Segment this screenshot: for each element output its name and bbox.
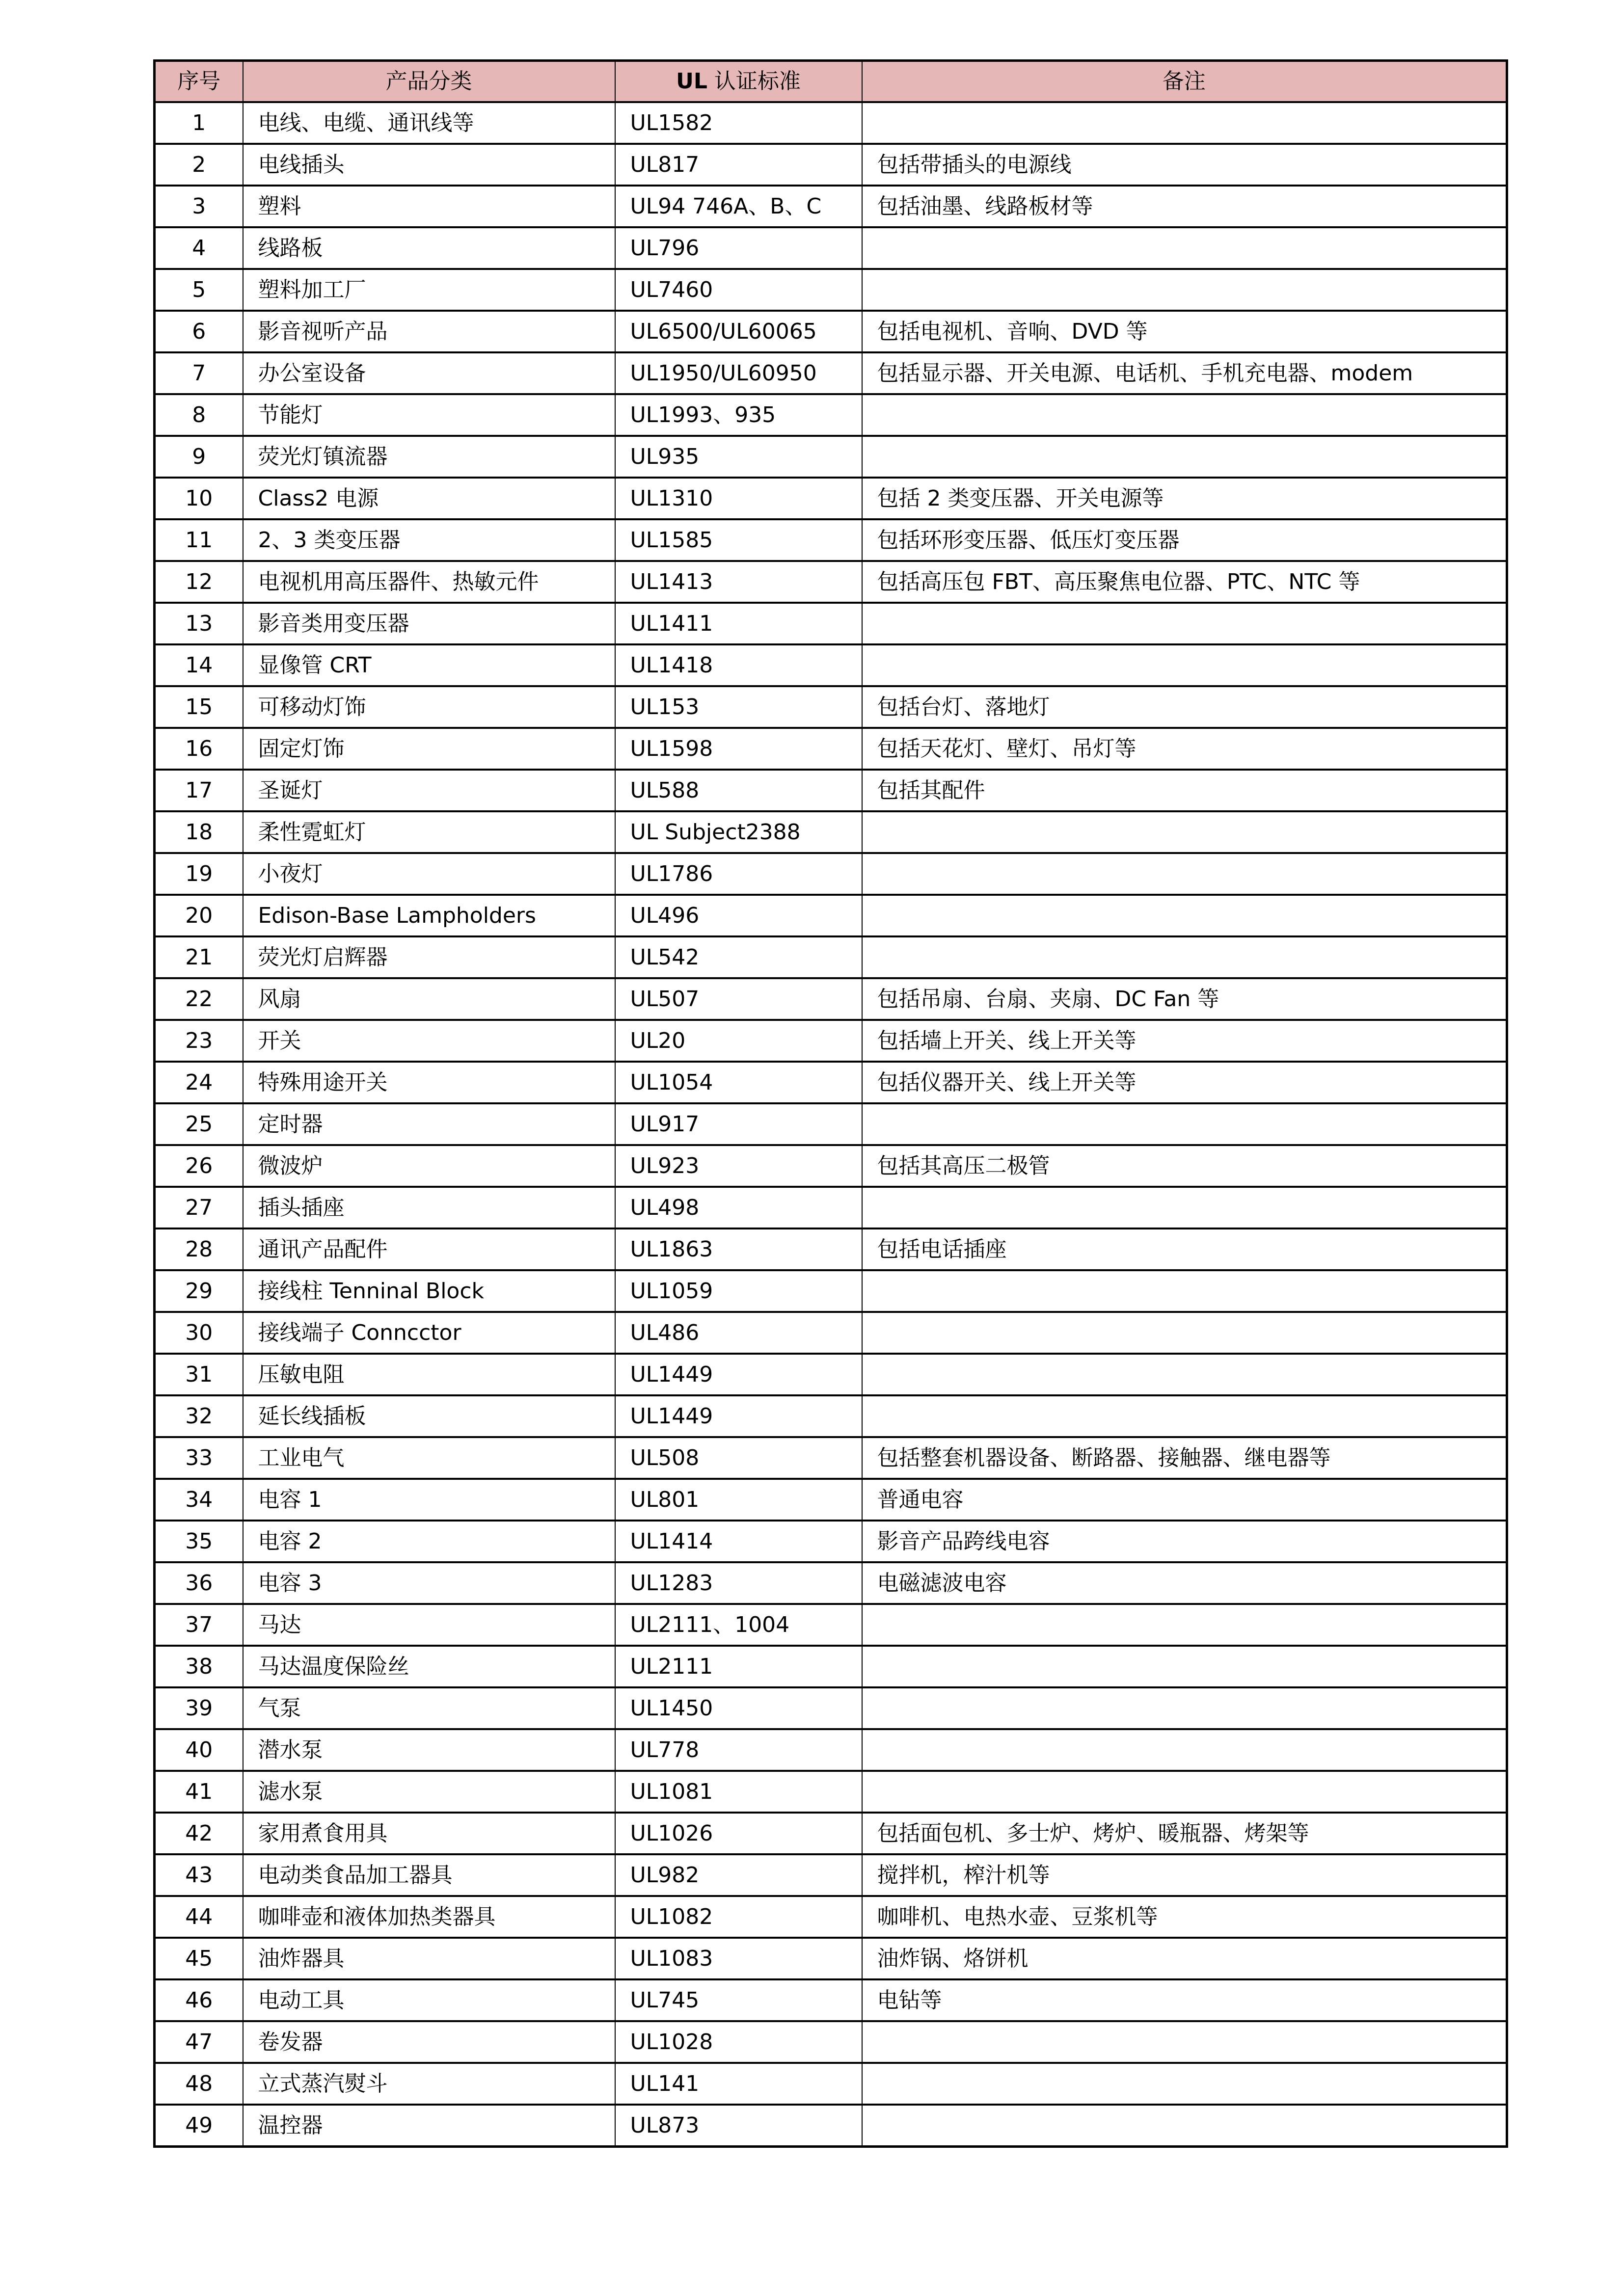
row-standard: UL982 [615, 1854, 862, 1896]
row-number: 20 [155, 895, 243, 936]
table-row [155, 2105, 1507, 2147]
header-no: 序号 [155, 61, 243, 103]
row-remarks: 包括带插头的电源线 [862, 144, 1507, 186]
row-category: 工业电气 [243, 1437, 615, 1479]
row-number: 14 [155, 644, 243, 686]
row-number: 47 [155, 2021, 243, 2063]
row-remarks: 包括整套机器设备、断路器、接触器、继电器等 [862, 1437, 1507, 1479]
table-row [155, 1729, 1507, 1771]
row-remarks [862, 644, 1507, 686]
table-row [155, 1228, 1507, 1270]
row-standard: UL1993、935 [615, 394, 862, 436]
row-number: 48 [155, 2063, 243, 2105]
table-row [155, 144, 1507, 186]
row-standard: UL141 [615, 2063, 862, 2105]
row-number: 4 [155, 227, 243, 269]
row-category: 电动类食品加工器具 [243, 1854, 615, 1896]
table-row [155, 770, 1507, 811]
row-remarks [862, 1103, 1507, 1145]
row-number: 37 [155, 1604, 243, 1646]
table-row [155, 227, 1507, 269]
row-standard: UL94 746A、B、C [615, 186, 862, 227]
row-remarks: 包括电视机、音响、DVD 等 [862, 311, 1507, 352]
row-standard: UL1598 [615, 728, 862, 770]
row-number: 26 [155, 1145, 243, 1187]
row-standard: UL1863 [615, 1228, 862, 1270]
row-category: 圣诞灯 [243, 770, 615, 811]
row-number: 16 [155, 728, 243, 770]
table-row [155, 269, 1507, 311]
row-category: 显像管 CRT [243, 644, 615, 686]
row-standard: UL873 [615, 2105, 862, 2147]
header-standard [615, 61, 862, 103]
row-standard: UL1411 [615, 603, 862, 644]
row-category: 接线柱 Tenninal Block [243, 1270, 615, 1312]
row-number: 9 [155, 436, 243, 478]
row-number: 5 [155, 269, 243, 311]
row-number: 29 [155, 1270, 243, 1312]
table-row [155, 561, 1507, 603]
row-category: 塑料 [243, 186, 615, 227]
row-standard: UL923 [615, 1145, 862, 1187]
row-remarks [862, 603, 1507, 644]
row-category: 电动工具 [243, 1979, 615, 2021]
row-remarks: 咖啡机、电热水壶、豆浆机等 [862, 1896, 1507, 1938]
row-remarks [862, 853, 1507, 895]
row-standard: UL745 [615, 1979, 862, 2021]
row-category: 柔性霓虹灯 [243, 811, 615, 853]
row-category: 荧光灯镇流器 [243, 436, 615, 478]
row-remarks: 包括墙上开关、线上开关等 [862, 1020, 1507, 1062]
row-standard: UL1449 [615, 1354, 862, 1395]
table-row [155, 1270, 1507, 1312]
row-number: 28 [155, 1228, 243, 1270]
row-remarks [862, 1646, 1507, 1687]
row-number: 6 [155, 311, 243, 352]
row-category: 定时器 [243, 1103, 615, 1145]
row-number: 46 [155, 1979, 243, 2021]
row-standard: UL588 [615, 770, 862, 811]
row-remarks [862, 811, 1507, 853]
row-remarks: 包括电话插座 [862, 1228, 1507, 1270]
table-row [155, 1103, 1507, 1145]
row-remarks: 影音产品跨线电容 [862, 1521, 1507, 1562]
table-row [155, 1145, 1507, 1187]
row-number: 42 [155, 1813, 243, 1854]
row-number: 40 [155, 1729, 243, 1771]
row-standard: UL1026 [615, 1813, 862, 1854]
row-number: 10 [155, 478, 243, 519]
row-remarks [862, 895, 1507, 936]
table-row [155, 1062, 1507, 1103]
row-standard: UL801 [615, 1479, 862, 1521]
row-number: 8 [155, 394, 243, 436]
row-category: 马达温度保险丝 [243, 1646, 615, 1687]
row-category: 电容 3 [243, 1562, 615, 1604]
row-standard: UL1059 [615, 1270, 862, 1312]
row-remarks: 包括其配件 [862, 770, 1507, 811]
row-remarks [862, 2063, 1507, 2105]
row-standard: UL1081 [615, 1771, 862, 1813]
row-remarks: 包括 2 类变压器、开关电源等 [862, 478, 1507, 519]
row-remarks [862, 1312, 1507, 1354]
row-category: 风扇 [243, 978, 615, 1020]
table-row [155, 478, 1507, 519]
row-standard: UL1283 [615, 1562, 862, 1604]
row-standard: UL796 [615, 227, 862, 269]
row-number: 49 [155, 2105, 243, 2147]
row-remarks: 电磁滤波电容 [862, 1562, 1507, 1604]
row-category: 微波炉 [243, 1145, 615, 1187]
table-row [155, 1771, 1507, 1813]
row-category: 电视机用高压器件、热敏元件 [243, 561, 615, 603]
row-number: 35 [155, 1521, 243, 1562]
row-number: 38 [155, 1646, 243, 1687]
row-standard: UL1582 [615, 102, 862, 144]
row-remarks: 包括油墨、线路板材等 [862, 186, 1507, 227]
row-remarks: 包括台灯、落地灯 [862, 686, 1507, 728]
table-row [155, 895, 1507, 936]
table-row [155, 102, 1507, 144]
row-standard: UL1414 [615, 1521, 862, 1562]
table-row [155, 2063, 1507, 2105]
row-standard: UL6500/UL60065 [615, 311, 862, 352]
row-category: 固定灯饰 [243, 728, 615, 770]
table-row [155, 978, 1507, 1020]
row-remarks [862, 1270, 1507, 1312]
row-remarks: 包括高压包 FBT、高压聚焦电位器、PTC、NTC 等 [862, 561, 1507, 603]
row-number: 23 [155, 1020, 243, 1062]
header-standard-suffix: 认证标准 [707, 69, 801, 94]
row-category: 通讯产品配件 [243, 1228, 615, 1270]
row-remarks: 普通电容 [862, 1479, 1507, 1521]
row-number: 22 [155, 978, 243, 1020]
row-category: 立式蒸汽熨斗 [243, 2063, 615, 2105]
row-standard: UL498 [615, 1187, 862, 1228]
row-remarks [862, 394, 1507, 436]
row-category: 2、3 类变压器 [243, 519, 615, 561]
row-number: 3 [155, 186, 243, 227]
row-standard: UL778 [615, 1729, 862, 1771]
row-number: 32 [155, 1395, 243, 1437]
row-standard: UL20 [615, 1020, 862, 1062]
table-row [155, 1479, 1507, 1521]
table-body [155, 102, 1507, 2147]
table-row [155, 1437, 1507, 1479]
row-standard: UL1449 [615, 1395, 862, 1437]
row-category: Edison-Base Lampholders [243, 895, 615, 936]
table-row [155, 936, 1507, 978]
row-remarks [862, 436, 1507, 478]
row-category: 电容 1 [243, 1479, 615, 1521]
row-remarks: 包括天花灯、壁灯、吊灯等 [862, 728, 1507, 770]
row-standard: UL1310 [615, 478, 862, 519]
table-row [155, 1646, 1507, 1687]
row-standard: UL542 [615, 936, 862, 978]
table-row [155, 394, 1507, 436]
row-category: 接线端子 Conncctor [243, 1312, 615, 1354]
row-number: 36 [155, 1562, 243, 1604]
row-category: 家用煮食用具 [243, 1813, 615, 1854]
row-number: 18 [155, 811, 243, 853]
row-category: 咖啡壶和液体加热类器具 [243, 1896, 615, 1938]
row-number: 13 [155, 603, 243, 644]
table-row [155, 186, 1507, 227]
table-row [155, 352, 1507, 394]
row-remarks [862, 269, 1507, 311]
table-row [155, 603, 1507, 644]
table-row [155, 853, 1507, 895]
row-category: 马达 [243, 1604, 615, 1646]
row-number: 31 [155, 1354, 243, 1395]
row-number: 25 [155, 1103, 243, 1145]
row-number: 11 [155, 519, 243, 561]
row-number: 12 [155, 561, 243, 603]
row-number: 33 [155, 1437, 243, 1479]
row-standard: UL Subject2388 [615, 811, 862, 853]
row-standard: UL1054 [615, 1062, 862, 1103]
ul-standards-table-container [153, 59, 1506, 2148]
row-category: 气泵 [243, 1687, 615, 1729]
table-row [155, 1187, 1507, 1228]
table-row [155, 728, 1507, 770]
row-standard: UL507 [615, 978, 862, 1020]
row-number: 1 [155, 102, 243, 144]
row-remarks [862, 1687, 1507, 1729]
row-number: 19 [155, 853, 243, 895]
row-remarks [862, 1604, 1507, 1646]
table-row [155, 1854, 1507, 1896]
row-remarks [862, 102, 1507, 144]
row-standard: UL1450 [615, 1687, 862, 1729]
table-row [155, 1979, 1507, 2021]
header-standard-prefix: UL [676, 69, 707, 94]
row-number: 17 [155, 770, 243, 811]
row-standard: UL2111 [615, 1646, 862, 1687]
row-remarks: 包括环形变压器、低压灯变压器 [862, 519, 1507, 561]
row-number: 45 [155, 1938, 243, 1979]
table-row [155, 1354, 1507, 1395]
table-row [155, 2021, 1507, 2063]
row-category: Class2 电源 [243, 478, 615, 519]
table-row [155, 1813, 1507, 1854]
row-remarks [862, 227, 1507, 269]
row-number: 24 [155, 1062, 243, 1103]
row-standard: UL1418 [615, 644, 862, 686]
row-remarks: 包括仪器开关、线上开关等 [862, 1062, 1507, 1103]
row-category: 开关 [243, 1020, 615, 1062]
row-number: 39 [155, 1687, 243, 1729]
row-category: 可移动灯饰 [243, 686, 615, 728]
row-remarks: 包括显示器、开关电源、电话机、手机充电器、modem [862, 352, 1507, 394]
row-number: 7 [155, 352, 243, 394]
row-category: 影音视听产品 [243, 311, 615, 352]
row-category: 小夜灯 [243, 853, 615, 895]
row-standard: UL508 [615, 1437, 862, 1479]
table-row [155, 1312, 1507, 1354]
row-remarks [862, 2105, 1507, 2147]
row-remarks [862, 936, 1507, 978]
row-standard: UL1082 [615, 1896, 862, 1938]
row-remarks [862, 1771, 1507, 1813]
row-category: 油炸器具 [243, 1938, 615, 1979]
row-category: 荧光灯启辉器 [243, 936, 615, 978]
row-number: 30 [155, 1312, 243, 1354]
row-standard: UL1786 [615, 853, 862, 895]
row-number: 43 [155, 1854, 243, 1896]
row-remarks [862, 1354, 1507, 1395]
table-row [155, 1521, 1507, 1562]
row-remarks: 搅拌机，榨汁机等 [862, 1854, 1507, 1896]
table-header-row [155, 61, 1507, 103]
table-row [155, 311, 1507, 352]
row-number: 44 [155, 1896, 243, 1938]
row-remarks [862, 1395, 1507, 1437]
row-number: 21 [155, 936, 243, 978]
row-remarks: 包括其高压二极管 [862, 1145, 1507, 1187]
row-category: 电容 2 [243, 1521, 615, 1562]
row-category: 插头插座 [243, 1187, 615, 1228]
row-number: 27 [155, 1187, 243, 1228]
row-standard: UL7460 [615, 269, 862, 311]
row-standard: UL817 [615, 144, 862, 186]
row-remarks: 包括面包机、多士炉、烤炉、暖瓶器、烤架等 [862, 1813, 1507, 1854]
row-standard: UL153 [615, 686, 862, 728]
table-row [155, 1896, 1507, 1938]
table-row [155, 1562, 1507, 1604]
row-standard: UL1083 [615, 1938, 862, 1979]
table-row [155, 1020, 1507, 1062]
row-category: 电线、电缆、通讯线等 [243, 102, 615, 144]
table-row [155, 811, 1507, 853]
row-category: 办公室设备 [243, 352, 615, 394]
table-row [155, 1938, 1507, 1979]
row-number: 41 [155, 1771, 243, 1813]
row-remarks [862, 1187, 1507, 1228]
ul-standards-table [153, 59, 1508, 2148]
table-row [155, 1687, 1507, 1729]
row-standard: UL1028 [615, 2021, 862, 2063]
row-category: 潜水泵 [243, 1729, 615, 1771]
row-remarks: 包括吊扇、台扇、夹扇、DC Fan 等 [862, 978, 1507, 1020]
row-category: 电线插头 [243, 144, 615, 186]
row-remarks [862, 1729, 1507, 1771]
row-remarks: 电钻等 [862, 1979, 1507, 2021]
row-category: 压敏电阻 [243, 1354, 615, 1395]
header-remarks: 备注 [862, 61, 1507, 103]
row-number: 15 [155, 686, 243, 728]
row-category: 线路板 [243, 227, 615, 269]
row-category: 卷发器 [243, 2021, 615, 2063]
row-standard: UL2111、1004 [615, 1604, 862, 1646]
row-number: 34 [155, 1479, 243, 1521]
row-standard: UL496 [615, 895, 862, 936]
table-row [155, 436, 1507, 478]
row-standard: UL935 [615, 436, 862, 478]
table-row [155, 519, 1507, 561]
row-standard: UL1413 [615, 561, 862, 603]
row-category: 延长线插板 [243, 1395, 615, 1437]
row-category: 影音类用变压器 [243, 603, 615, 644]
table-row [155, 1604, 1507, 1646]
row-standard: UL1950/UL60950 [615, 352, 862, 394]
table-row [155, 686, 1507, 728]
row-standard: UL1585 [615, 519, 862, 561]
row-category: 特殊用途开关 [243, 1062, 615, 1103]
header-category: 产品分类 [243, 61, 615, 103]
row-category: 节能灯 [243, 394, 615, 436]
row-standard: UL486 [615, 1312, 862, 1354]
row-remarks: 油炸锅、烙饼机 [862, 1938, 1507, 1979]
row-category: 滤水泵 [243, 1771, 615, 1813]
row-standard: UL917 [615, 1103, 862, 1145]
row-number: 2 [155, 144, 243, 186]
row-category: 温控器 [243, 2105, 615, 2147]
table-row [155, 1395, 1507, 1437]
table-row [155, 644, 1507, 686]
row-category: 塑料加工厂 [243, 269, 615, 311]
row-remarks [862, 2021, 1507, 2063]
